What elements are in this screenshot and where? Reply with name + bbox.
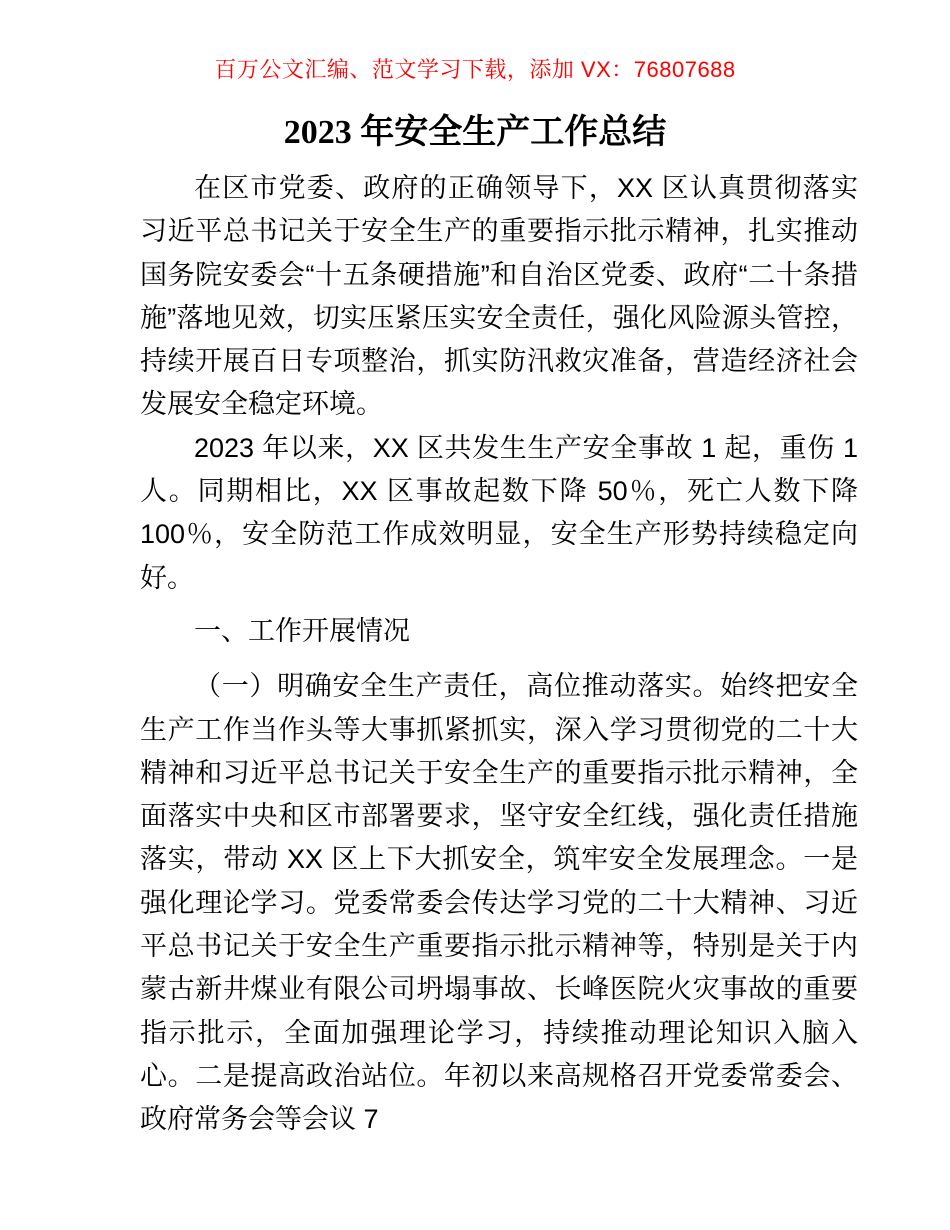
paragraph-statistics: 2023 年以来，XX 区共发生生产安全事故 1 起，重伤 1 人。同期相比，XX 区事故起数下降 50％，死亡人数下降 100％，安全防范工作成效明显，安全生产形势持续稳定向好。 [140, 432, 858, 593]
document-body [140, 167, 858, 1142]
promo-notice: 百万公文汇编、范文学习下载，添加 VX：76807688 [214, 57, 736, 82]
paragraph-section-one: （一）明确安全生产责任，高位推动落实。始终把安全生产工作当作头等大事抓紧抓实，深入学习贯彻党的二十大精神和习近平总书记关于安全生产的重要指示批示精神，全面落实中央和区市部署要求，坚守安全红线，强化责任措施落实，带动 XX 区上下大抓安全，筑牢安全发展理念。一是强化理论学习。党委常委会传达学习党的二十大精神、习近平总书记关于安全生产重要指示批示精神等，特别是关于内蒙古新井煤业有限公司坍塌事故、长峰医院火灾事故的重要指示批示，全面加强理论学习，持续推动理论知识入脑入心。二是提高政治站位。年初以来高规格召开党委常委会、政府常务会等会议 7 [140, 671, 858, 1135]
document-title: 2023 年安全生产工作总结 [283, 114, 667, 151]
section-heading-work-progress: 一、工作开展情况 [194, 615, 410, 646]
paragraph-intro: 在区市党委、政府的正确领导下，XX 区认真贯彻落实习近平总书记关于安全生产的重要指示批示精神，扎实推动国务院安委会“十五条硬措施”和自治区党委、政府“二十条措施”落地见效，切实压紧压实安全责任，强化风险源头管控，持续开展百日专项整治，抓实防汛救灾准备，营造经济社会发展安全稳定环境。 [140, 173, 858, 420]
